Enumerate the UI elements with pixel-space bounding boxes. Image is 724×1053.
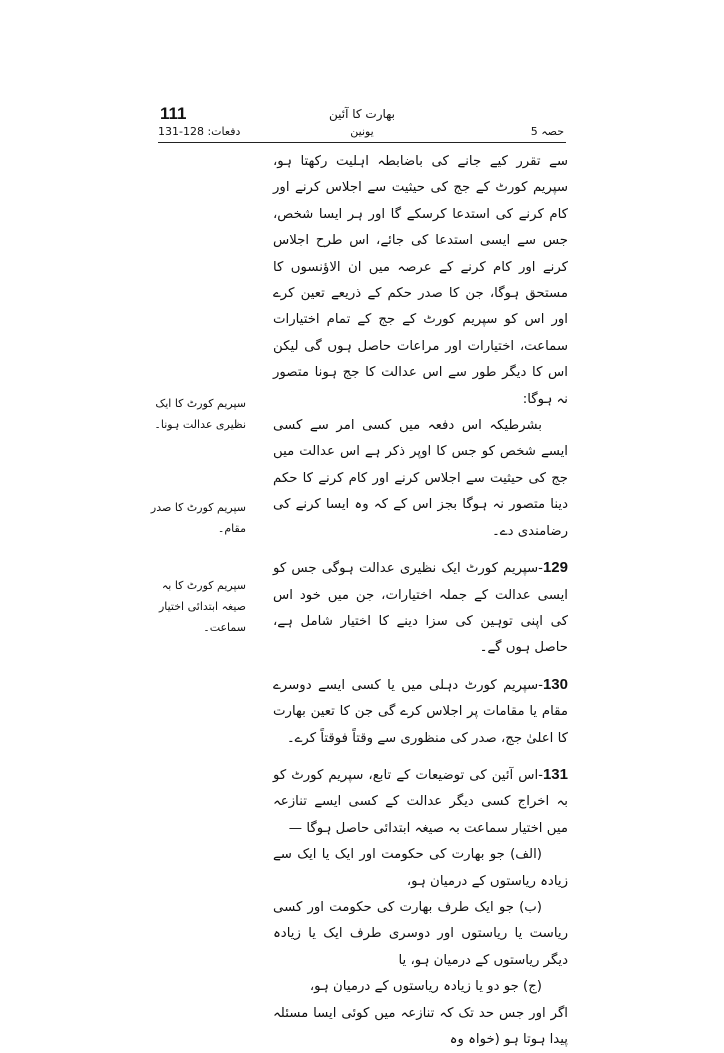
article-129-number: 129 xyxy=(542,559,568,577)
article-131-text: -اس آئین کی توضیعات کے تابع، سپریم کورٹ کو بہ اخراج کسی دیگر عدالت کے کسی ایسے تنازعہ میں اختیار سماعت بہ صیغہ ابتدائی حاصل ہوگا — xyxy=(273,767,568,836)
header-rule xyxy=(158,142,566,143)
clause-a: (الف) جو بھارت کی حکومت اور ایک یا ایک سے زیادہ ریاستوں کے درمیان ہو، xyxy=(273,847,568,889)
margin-note-131: سپریم کورٹ کا بہ صیغہ ابتدائی اختیار سماعت۔ xyxy=(158,579,246,634)
margin-note-130: سپریم کورٹ کا صدر مقام۔ xyxy=(150,501,246,535)
article-129-text: -سپریم کورٹ ایک نظیری عدالت ہوگی جس کو ایسی عدالت کے جملہ اختیارات، جن میں خود اس کی اپنی توہین کی سزا دینے کا اختیار شامل ہے، حاصل ہوں گے۔ xyxy=(273,561,568,656)
page-number: 111 xyxy=(160,104,187,123)
clause-b: (ب) جو ایک طرف بھارت کی حکومت اور کسی ریاست یا ریاستوں اور دوسری طرف ایک یا زیادہ دیگر ریاستوں کے درمیان ہو، یا xyxy=(273,899,568,968)
article-130 xyxy=(273,672,568,752)
body-text xyxy=(273,149,568,1053)
running-subtitle: یونین xyxy=(350,125,374,138)
article-131 xyxy=(273,762,568,842)
article-130-number: 130 xyxy=(542,675,568,693)
paragraph-continuation: سے تقرر کیے جانے کی باضابطہ اہلیت رکھتا ہو، سپریم کورٹ کے جج کی حیثیت سے اجلاس کرنے اور کام کرنے کی استدعا کرسکے گا اور ہر ایسا شخص، جس سے ایسی استدعا کی جائے، اس طرح اجلاس کرنے اور کام کرنے کے عرصہ میں ان الاؤنسوں کا مستحق ہوگا، جن کا صدر حکم کے ذریعے تعین کرے اور اس کو سپریم کورٹ کے جج کے تمام اختیارات سماعت، اختیارات اور مراعات حاصل ہوں گی لیکن اس کا دیگر طور سے اس عدالت کا جج ہونا متصور نہ ہوگا: xyxy=(273,154,568,407)
margin-note-129: سپریم کورٹ کا ایک نظیری عدالت ہونا۔ xyxy=(154,397,246,431)
article-131-number: 131 xyxy=(542,765,568,783)
article-130-text: -سپریم کورٹ دہلی میں یا کسی ایسے دوسرے مقام یا مقامات پر اجلاس کرے گی جن کا تعین بھارت کا اعلیٰ جج، صدر کی منظوری سے وقتاً فوقتاً کرے۔ xyxy=(273,677,568,746)
proviso-paragraph: بشرطیکہ اس دفعہ میں کسی امر سے کسی ایسے شخص کو جس کا اوپر ذکر ہے اس عدالت میں جج کی حیثیت سے اجلاس کرنے اور کام کرنے کا حکم دینا متصور نہ ہوگا بجز اس کے کہ وہ ایسا کرنے کی رضامندی دے۔ xyxy=(273,418,568,539)
running-title: بھارت کا آئین xyxy=(328,107,396,121)
part-label: حصہ 5 xyxy=(530,125,564,138)
section-range: دفعات: 128-131 xyxy=(158,125,241,138)
closing-paragraph: اگر اور جس حد تک کہ تنازعہ میں کوئی ایسا مسئلہ پیدا ہوتا ہو (خواہ وہ xyxy=(273,1005,568,1047)
clause-c: (ج) جو دو یا زیادہ ریاستوں کے درمیان ہو، xyxy=(309,979,542,995)
article-129 xyxy=(273,555,568,662)
